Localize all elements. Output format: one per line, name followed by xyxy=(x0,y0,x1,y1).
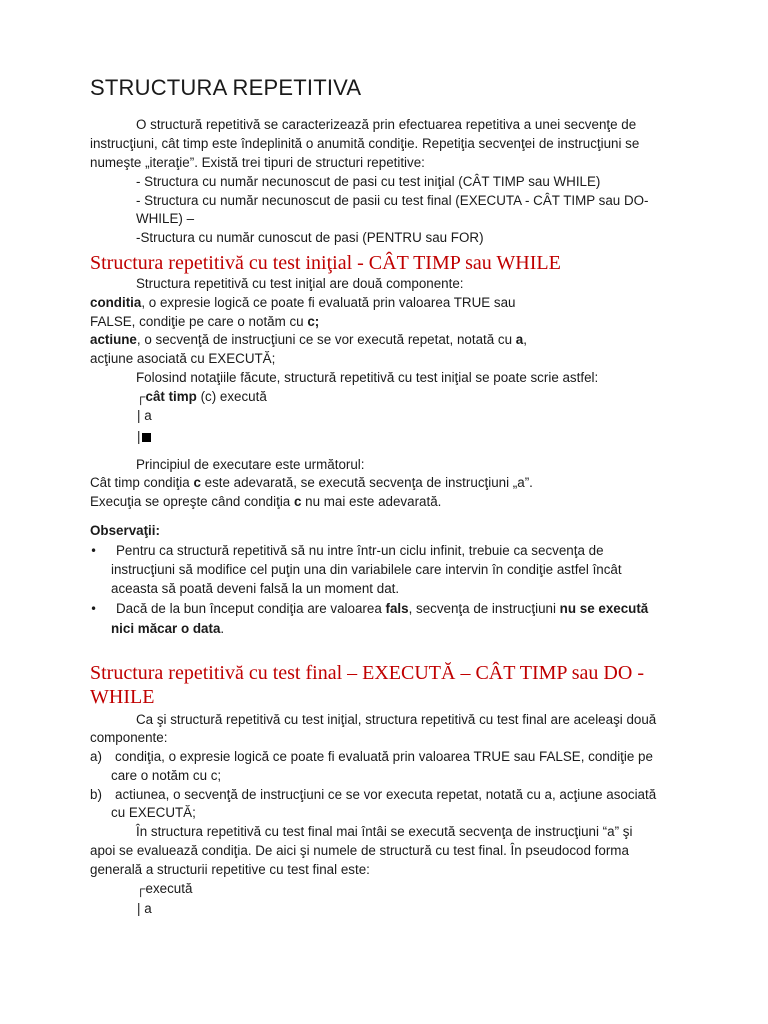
bullet-2-line-1 xyxy=(116,600,648,618)
bullet-2-pre: Dacă de la bun început condiţia are valoarea xyxy=(116,601,386,616)
section-heading-while: Structura repetitivă cu test iniţial - CÂT TIMP sau WHILE xyxy=(90,252,561,274)
observations-title-text: Observaţii: xyxy=(90,523,160,538)
code-corner-glyph: ┌ xyxy=(136,881,146,896)
intro-item-while: - Structura cu număr necunoscut de pasi cu test iniţial (CÂT TIMP sau WHILE) xyxy=(136,174,601,189)
code-keyword-execute: execută xyxy=(145,881,193,896)
intro-line-3: numeşte „iteraţie”. Există trei tipuri de structuri repetitive: xyxy=(90,155,425,170)
s2-intro-line-2: componente: xyxy=(90,730,168,745)
s1-principle-line-2 xyxy=(90,493,441,511)
s1-action-line-2: acţiune asociată cu EXECUTĂ; xyxy=(90,351,276,366)
s2-item-a-label: a) xyxy=(90,749,102,764)
s1-components-intro: Structura repetitivă cu test iniţial are două componente: xyxy=(136,276,464,291)
s1-principle-2b: nu mai este adevarată. xyxy=(301,494,442,509)
bullet-2-line-2-bold: nici măcar o data xyxy=(111,621,221,636)
s1-action-line xyxy=(90,331,527,349)
s1-action-symbol: a xyxy=(515,332,524,347)
s1-condition-line-2 xyxy=(90,313,319,331)
code-keyword-while: cât timp xyxy=(145,389,197,404)
bullet-1-line-3: aceasta să poată deveni falsă la un moment dat. xyxy=(111,581,400,596)
s1-code-body: | a xyxy=(137,408,152,423)
s1-code-header xyxy=(136,388,267,406)
s1-principle-1b: este adevarată, se execută secvenţa de instrucţiuni „a”. xyxy=(200,475,533,490)
bullet-2-bold: nu se execută xyxy=(559,601,649,616)
s1-principle-1a: Cât timp condiţia xyxy=(90,475,194,490)
observations-title xyxy=(90,522,160,540)
s2-code-header xyxy=(136,880,192,898)
s1-action-comma: , xyxy=(523,332,527,347)
s1-principle-2a: Execuţia se opreşte când condiţia xyxy=(90,494,294,509)
bullet-icon: • xyxy=(90,544,98,558)
code-corner-glyph: ┌ xyxy=(136,389,146,404)
s1-action-desc: , o secvenţă de instrucţiuni ce se vor execută repetat, notată cu xyxy=(136,332,516,347)
s2-code-body: | a xyxy=(137,901,152,916)
bullet-1-line-2: instrucţiuni să modifice cel puţin una din variabilele care intervin în condiţie astfel încât xyxy=(111,562,622,577)
intro-item-do-while: - Structura cu număr necunoscut de pasii cu test final (EXECUTA - CÂT TIMP sau DO- xyxy=(136,193,649,208)
s2-item-a-line-1: condiţia, o expresie logică ce poate fi evaluată prin valoarea TRUE sau FALSE, condiţie pe xyxy=(115,749,653,764)
s2-para-line-1: În structura repetitivă cu test final mai întâi se execută secvenţa de instrucţiuni “a” şi xyxy=(136,824,633,839)
s1-action-term: actiune xyxy=(90,332,137,347)
s2-para-line-2: apoi se evaluează condiţia. De aici şi numele de structură cu test final. În pseudocod forma xyxy=(90,843,629,858)
s2-para-line-3: generală a structurii repetitive cu test final este: xyxy=(90,862,370,877)
s1-condition-note: FALSE, condiţie pe care o notăm cu xyxy=(90,314,308,329)
s2-intro-line-1: Ca şi structură repetitivă cu test iniţial, structura repetitivă cu test final are aceleaşi două xyxy=(136,712,657,727)
s2-item-b-line-1: actiunea, o secvenţă de instrucţiuni ce se vor executa repetat, notată cu a, acţiune asociată xyxy=(115,787,657,802)
intro-line-2: instrucţiuni, cât timp este îndeplinită o anumită condiţie. Repetiţia secvenţei de instrucţiuni se xyxy=(90,136,640,151)
bullet-2-period: . xyxy=(220,621,225,636)
s1-principle-2c: c xyxy=(293,494,302,509)
code-bar-glyph: | xyxy=(137,429,141,444)
s2-item-b-line-2: cu EXECUTĂ; xyxy=(111,805,196,820)
s1-principle-1c: c xyxy=(193,475,201,490)
s2-item-b-label: b) xyxy=(90,787,102,802)
s1-code-end xyxy=(137,428,151,446)
section-heading-do-while-cont: WHILE xyxy=(90,686,155,708)
code-while-condition: (c) execută xyxy=(196,389,267,404)
s1-condition-line xyxy=(90,294,516,312)
intro-item-for: -Structura cu număr cunoscut de pasi (PENTRU sau FOR) xyxy=(136,230,484,245)
s1-condition-desc: , o expresie logică ce poate fi evaluată prin valoarea TRUE sau xyxy=(141,295,516,310)
end-square-icon xyxy=(142,433,151,442)
page-title: STRUCTURA REPETITIVA xyxy=(90,75,362,100)
bullet-1-line-1: Pentru ca structură repetitivă să nu intre într-un ciclu infinit, trebuie ca secvenţa de xyxy=(116,543,604,558)
bullet-2-line-2 xyxy=(111,620,224,638)
intro-item-do-while-cont: WHILE) – xyxy=(136,211,195,226)
intro-line-1: O structură repetitivă se caracterizează prin efectuarea repetitiva a unei secvenţe de xyxy=(136,117,637,132)
s1-condition-term: conditia xyxy=(90,295,142,310)
bullet-2-fals: fals xyxy=(385,601,409,616)
section-heading-do-while: Structura repetitivă cu test final – EXECUTĂ – CÂT TIMP sau DO - xyxy=(90,662,644,684)
s1-principle-line-1 xyxy=(90,474,533,492)
s1-notation-line: Folosind notaţiile făcute, structură repetitivă cu test iniţial se poate scrie astfel: xyxy=(136,370,599,385)
bullet-2-mid: , secvenţa de instrucţiuni xyxy=(408,601,560,616)
bullet-icon: • xyxy=(90,602,98,616)
s1-principle-title: Principiul de executare este următorul: xyxy=(136,457,365,472)
s1-condition-symbol: c; xyxy=(307,314,320,329)
s2-item-a-line-2: care o notăm cu c; xyxy=(111,768,222,783)
